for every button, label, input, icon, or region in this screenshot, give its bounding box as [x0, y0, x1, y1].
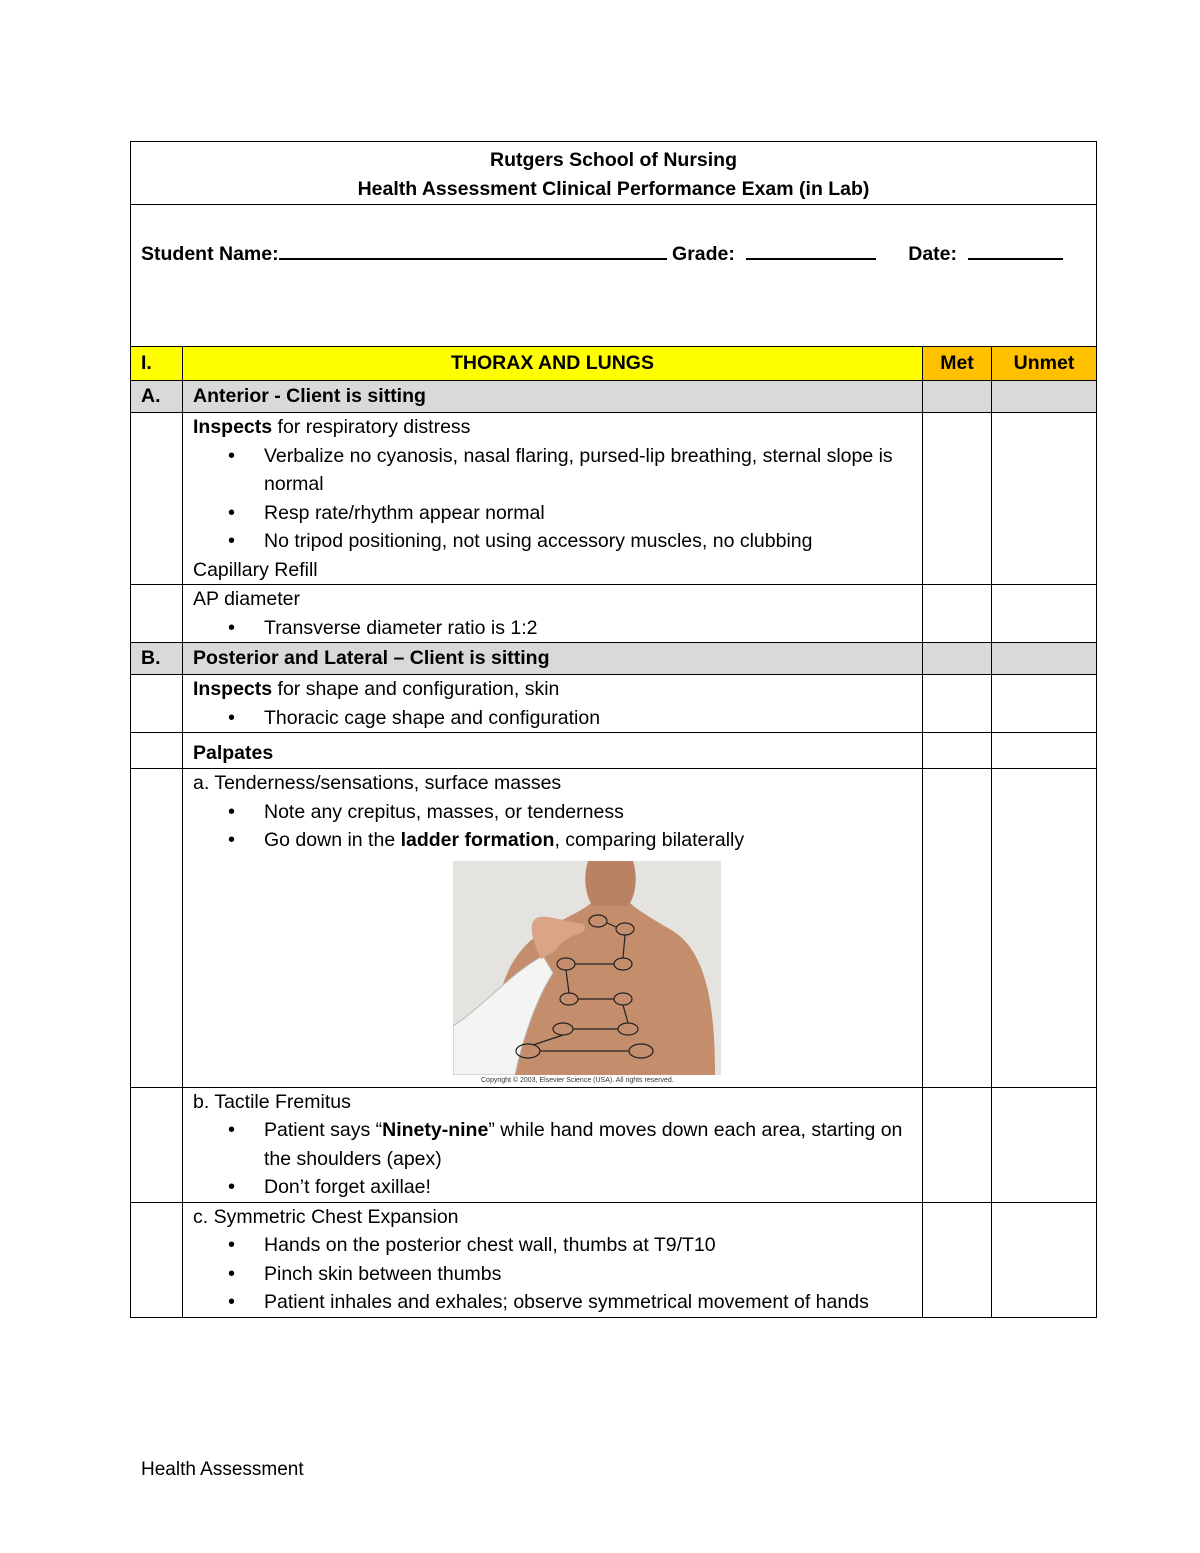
- fremitus-title: b. Tactile Fremitus: [193, 1090, 351, 1113]
- inspects-label: Inspects: [193, 416, 273, 438]
- date-label: Date:: [908, 243, 958, 265]
- met-cell[interactable]: [923, 1202, 992, 1317]
- unmet-cell[interactable]: [992, 1087, 1097, 1202]
- subsection-a-label: A.: [131, 381, 183, 413]
- ap-diameter-cell: [183, 585, 923, 643]
- chest-expansion-row: [131, 1202, 1097, 1317]
- list-item: • Pinch skin between thumbs: [264, 1260, 912, 1289]
- inspects-cell: [183, 413, 923, 585]
- capillary-refill: Capillary Refill: [193, 558, 318, 581]
- ap-diameter-title: AP diameter: [193, 588, 300, 610]
- met-cell[interactable]: [923, 643, 992, 675]
- unmet-cell[interactable]: [992, 381, 1097, 413]
- unmet-cell[interactable]: [992, 413, 1097, 585]
- subsection-a-title: Anterior - Client is sitting: [183, 381, 923, 413]
- inspects-row: [131, 413, 1097, 585]
- school-name: Rutgers School of Nursing: [489, 149, 737, 171]
- tenderness-row: [131, 769, 1097, 1088]
- date-field[interactable]: [968, 238, 1063, 260]
- subsection-b-title: Posterior and Lateral – Client is sitting: [183, 643, 923, 675]
- list-item: • Verbalize no cyanosis, nasal flaring, pursed-lip breathing, sternal slope is normal: [264, 442, 912, 499]
- exam-header: [131, 142, 1097, 205]
- met-cell[interactable]: [923, 675, 992, 733]
- unmet-cell[interactable]: [992, 1202, 1097, 1317]
- tenderness-title: a. Tenderness/sensations, surface masses: [193, 772, 562, 794]
- inspects-bullet-list: [193, 442, 912, 556]
- list-item: • Go down in the ladder formation, comparing bilaterally: [264, 826, 912, 855]
- inspects-label: Inspects: [193, 678, 273, 700]
- subsection-b-label: B.: [131, 643, 183, 675]
- page-footer: Health Assessment: [141, 1459, 304, 1480]
- ap-diameter-row: [131, 585, 1097, 643]
- list-item: • Don’t forget axillae!: [264, 1173, 912, 1202]
- list-item: • No tripod positioning, not using accessory muscles, no clubbing: [264, 527, 912, 556]
- met-cell[interactable]: [923, 585, 992, 643]
- unmet-cell[interactable]: [992, 769, 1097, 1088]
- posterior-inspects-cell: [183, 675, 923, 733]
- chest-expansion-cell: [183, 1202, 923, 1317]
- unmet-cell[interactable]: [992, 733, 1097, 769]
- met-cell[interactable]: [923, 1087, 992, 1202]
- grade-field[interactable]: [746, 238, 876, 260]
- palpates-heading: Palpates: [183, 733, 923, 769]
- met-column-header: Met: [923, 347, 992, 381]
- grade-label: Grade:: [672, 243, 735, 265]
- student-info-row: [131, 205, 1097, 347]
- figure-caption: Copyright © 2003, Elsevier Science (USA). All rights reserved.: [481, 1076, 674, 1084]
- list-item: • Resp rate/rhythm appear normal: [264, 499, 912, 528]
- section-number: I.: [131, 347, 183, 381]
- unmet-cell[interactable]: [992, 585, 1097, 643]
- met-cell[interactable]: [923, 413, 992, 585]
- subsection-a-row: [131, 381, 1097, 413]
- list-item: • Transverse diameter ratio is 1:2: [264, 614, 912, 643]
- list-item: • Patient says “Ninety-nine” while hand moves down each area, starting on the shoulders (apex): [264, 1116, 912, 1173]
- student-name-label: Student Name:: [141, 243, 279, 265]
- section-header-row: [131, 347, 1097, 381]
- student-name-field[interactable]: [279, 238, 667, 260]
- palpates-row: [131, 733, 1097, 769]
- section-title: THORAX AND LUNGS: [183, 347, 923, 381]
- met-cell[interactable]: [923, 733, 992, 769]
- exam-table: [130, 141, 1097, 1318]
- posterior-inspects-row: [131, 675, 1097, 733]
- inspects-text: for shape and configuration, skin: [272, 678, 560, 700]
- list-item: • Note any crepitus, masses, or tenderness: [264, 798, 912, 827]
- exam-title: Health Assessment Clinical Performance Exam (in Lab): [357, 178, 870, 200]
- chest-expansion-title: c. Symmetric Chest Expansion: [193, 1205, 459, 1228]
- unmet-cell[interactable]: [992, 675, 1097, 733]
- list-item: • Hands on the posterior chest wall, thumbs at T9/T10: [264, 1231, 912, 1260]
- tenderness-cell: [183, 769, 923, 1088]
- list-item: • Thoracic cage shape and configuration: [264, 704, 912, 733]
- subsection-b-row: [131, 643, 1097, 675]
- met-cell[interactable]: [923, 769, 992, 1088]
- unmet-column-header: Unmet: [992, 347, 1097, 381]
- list-item: • Patient inhales and exhales; observe symmetrical movement of hands: [264, 1288, 912, 1317]
- unmet-cell[interactable]: [992, 643, 1097, 675]
- inspects-text: for respiratory distress: [272, 416, 471, 438]
- fremitus-row: [131, 1087, 1097, 1202]
- met-cell[interactable]: [923, 381, 992, 413]
- palpation-ladder-figure: [453, 861, 721, 1075]
- fremitus-cell: [183, 1087, 923, 1202]
